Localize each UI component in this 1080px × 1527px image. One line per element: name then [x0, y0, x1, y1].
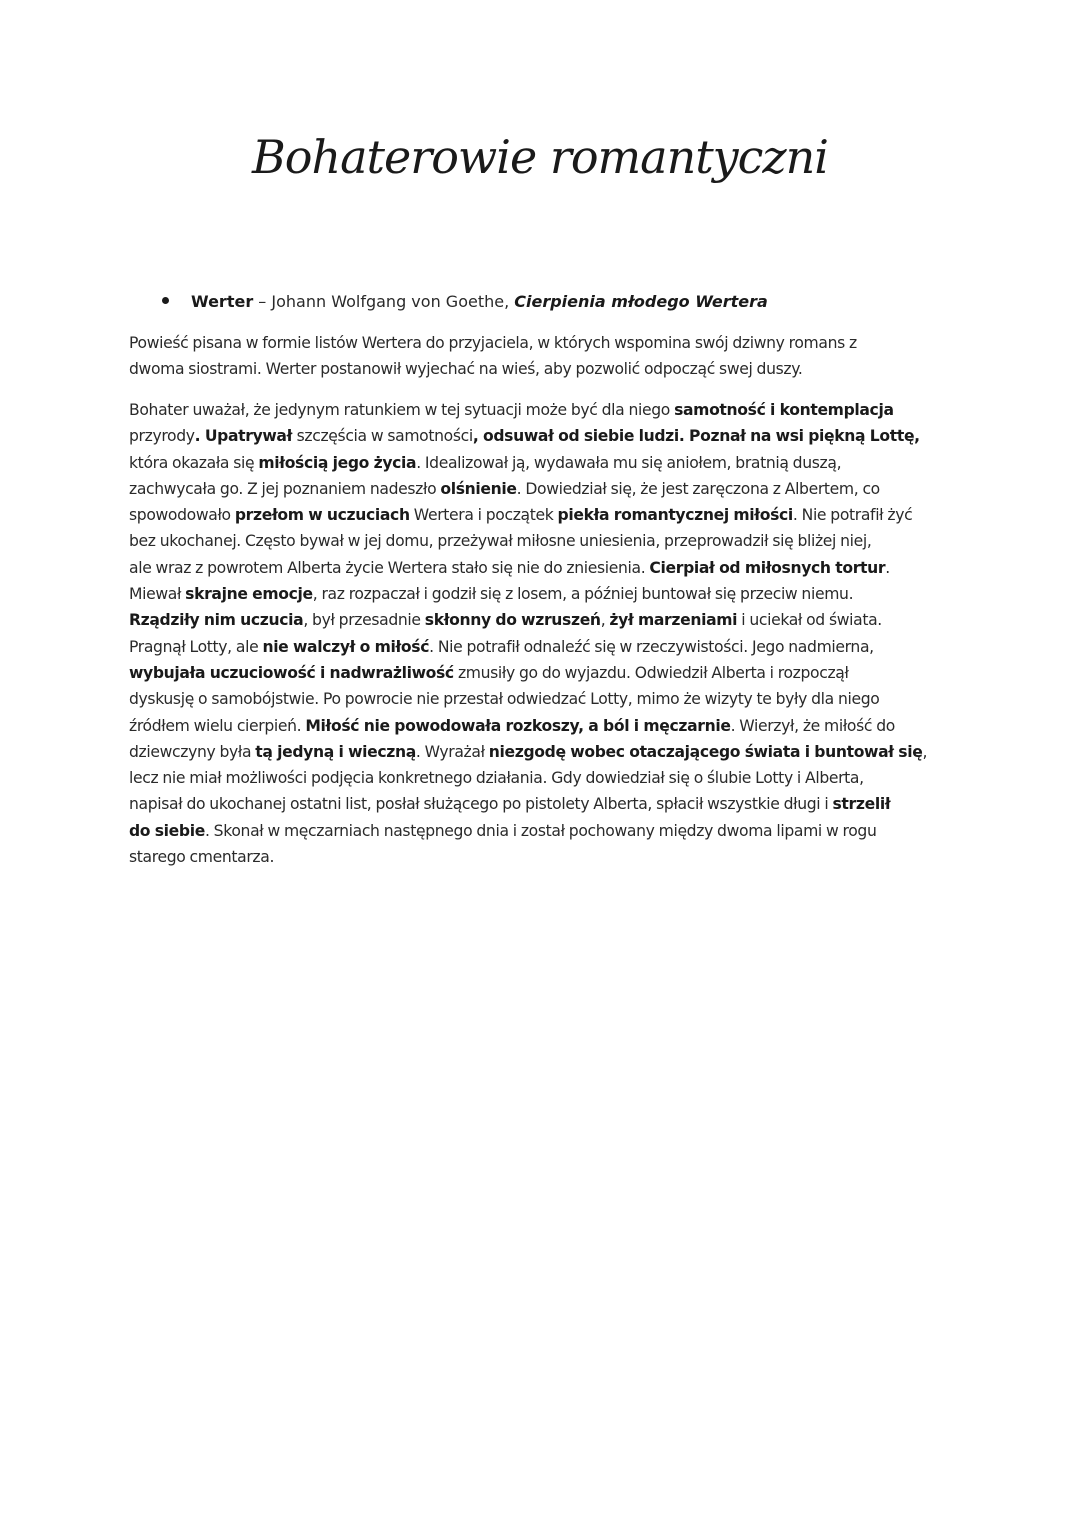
- body-text: Wertera i początek: [409, 506, 558, 525]
- text-line: [129, 634, 959, 660]
- emphasis-text: niezgodę wobec otaczającego świata i buntował się: [488, 742, 923, 761]
- emphasis-text: olśnienie: [440, 479, 517, 498]
- emphasis-text: wybujała uczuciowość i nadwrażliwość: [129, 663, 454, 682]
- body-text: bez ukochanej. Często bywał w jej domu, przeżywał miłosne uniesienia, przeprowadził się bliżej niej,: [129, 532, 872, 551]
- text-line: [129, 581, 959, 607]
- text-line: [129, 713, 959, 739]
- emphasis-text: przełom w uczuciach: [234, 506, 410, 525]
- emphasis-text: skłonny do wzruszeń: [424, 611, 601, 630]
- text-line: [129, 791, 959, 817]
- text-line: [129, 356, 959, 382]
- body-text: która okazała się: [129, 453, 259, 472]
- body-text: starego cmentarza.: [129, 848, 275, 867]
- body-text: spowodowało: [129, 506, 235, 525]
- body-text: . Wierzył, że miłość do: [730, 716, 895, 735]
- text-line: [129, 660, 959, 686]
- emphasis-text: żył marzeniami: [609, 611, 738, 630]
- body-text: dziewczyny była: [129, 742, 256, 761]
- body-text: Miewał: [129, 585, 186, 604]
- text-line: [129, 555, 959, 581]
- emphasis-text: samotność i kontemplacja: [674, 401, 894, 419]
- emphasis-text: piekła romantycznej miłości: [557, 506, 793, 525]
- text-line: [129, 528, 959, 554]
- text-line: [129, 739, 959, 765]
- body-text: napisał do ukochanej ostatni list, posłał służącego po pistolety Alberta, spłacił wszystkie długi i: [129, 795, 833, 814]
- text-line: [129, 423, 959, 449]
- body-text: zmusiły go do wyjazdu. Odwiedził Alberta i rozpoczął: [453, 663, 849, 682]
- text-line: [129, 502, 959, 528]
- paragraph-intro: [129, 330, 959, 383]
- body-text: . Wyrażał: [415, 742, 489, 761]
- text-line: [129, 818, 959, 844]
- body-text: . Nie potrafił żyć: [792, 506, 913, 525]
- body-text: . Idealizował ją, wydawała mu się aniołem, bratnią duszą,: [416, 453, 842, 472]
- emphasis-text: miłością jego życia: [258, 453, 417, 472]
- body-text: . Nie potrafił odnaleźć się w rzeczywistości. Jego nadmierna,: [429, 637, 874, 656]
- text-line: [129, 450, 959, 476]
- body-text: . Dowiedział się, że jest zaręczona z Albertem, co: [516, 479, 880, 498]
- emphasis-text: nie walczył o miłość: [262, 637, 430, 656]
- body-text: przyrody: [129, 427, 195, 446]
- body-text: dwoma siostrami. Werter postanowił wyjechać na wieś, aby pozwolić odpocząć swej duszy.: [129, 360, 803, 379]
- text-line: [129, 844, 959, 870]
- emphasis-text: tą jedyną i wieczną: [255, 742, 416, 761]
- body-text: Pragnął Lotty, ale: [129, 637, 263, 656]
- body-text: i uciekał od świata.: [737, 611, 882, 630]
- emphasis-text: strzelił: [832, 795, 891, 814]
- body-text: Bohater uważał, że jedynym ratunkiem w tej sytuacji może być dla niego: [129, 401, 675, 419]
- emphasis-text: . Upatrywał: [194, 427, 297, 446]
- emphasis-text: Cierpiał od miłosnych tortur: [649, 558, 886, 577]
- body-text: lecz nie miał możliwości podjęcia konkretnego działania. Gdy dowiedział się o ślubie Lotty i Alberta,: [129, 769, 864, 788]
- body-text: Powieść pisana w formie listów Wertera do przyjaciela, w których wspomina swój dziwny romans z: [129, 334, 857, 352]
- body-text: .: [885, 558, 890, 577]
- hero-name: Werter: [191, 292, 254, 311]
- page-title: Bohaterowie romantyczni: [251, 130, 829, 184]
- body-text: źródłem wielu cierpień.: [129, 716, 306, 735]
- body-text: . Skonał w męczarniach następnego dnia i został pochowany między dwoma lipami w rogu: [204, 821, 877, 840]
- body-text: ,: [600, 611, 610, 630]
- emphasis-text: skrajne emocje: [185, 585, 313, 604]
- text-line: [129, 686, 959, 712]
- emphasis-text: , odsuwał od siebie ludzi. Poznał na wsi piękną Lottę,: [472, 427, 920, 446]
- text-line: [129, 330, 959, 356]
- work-title: Cierpienia młodego Wertera: [514, 292, 768, 311]
- separator: –: [253, 292, 272, 311]
- body-text: , raz rozpaczał i godził się z losem, a później buntował się przeciw niemu.: [312, 585, 854, 604]
- emphasis-text: Rządziły nim uczucia: [129, 611, 304, 630]
- list-item-werter: [162, 290, 982, 314]
- body-text: dyskusję o samobójstwie. Po powrocie nie przestał odwiedzać Lotty, mimo że wizyty te były dla niego: [129, 690, 880, 709]
- author-name: Johann Wolfgang von Goethe,: [271, 292, 515, 311]
- text-line: [129, 397, 959, 423]
- paragraph-hero-description: [129, 397, 959, 870]
- emphasis-text: Miłość nie powodowała rozkoszy, a ból i męczarnie: [305, 716, 731, 735]
- body-text: , był przesadnie: [303, 611, 425, 630]
- text-line: [129, 476, 959, 502]
- body-text: ale wraz z powrotem Alberta życie Wertera stało się nie do zniesienia.: [129, 558, 650, 577]
- body-text: szczęścia w samotności: [296, 427, 473, 446]
- body-text: ,: [922, 742, 928, 761]
- body-text: zachwycała go. Z jej poznaniem nadeszło: [129, 479, 441, 498]
- emphasis-text: do siebie: [129, 821, 205, 840]
- bullet-icon: [162, 297, 169, 304]
- text-line: [129, 607, 959, 633]
- text-line: [129, 765, 959, 791]
